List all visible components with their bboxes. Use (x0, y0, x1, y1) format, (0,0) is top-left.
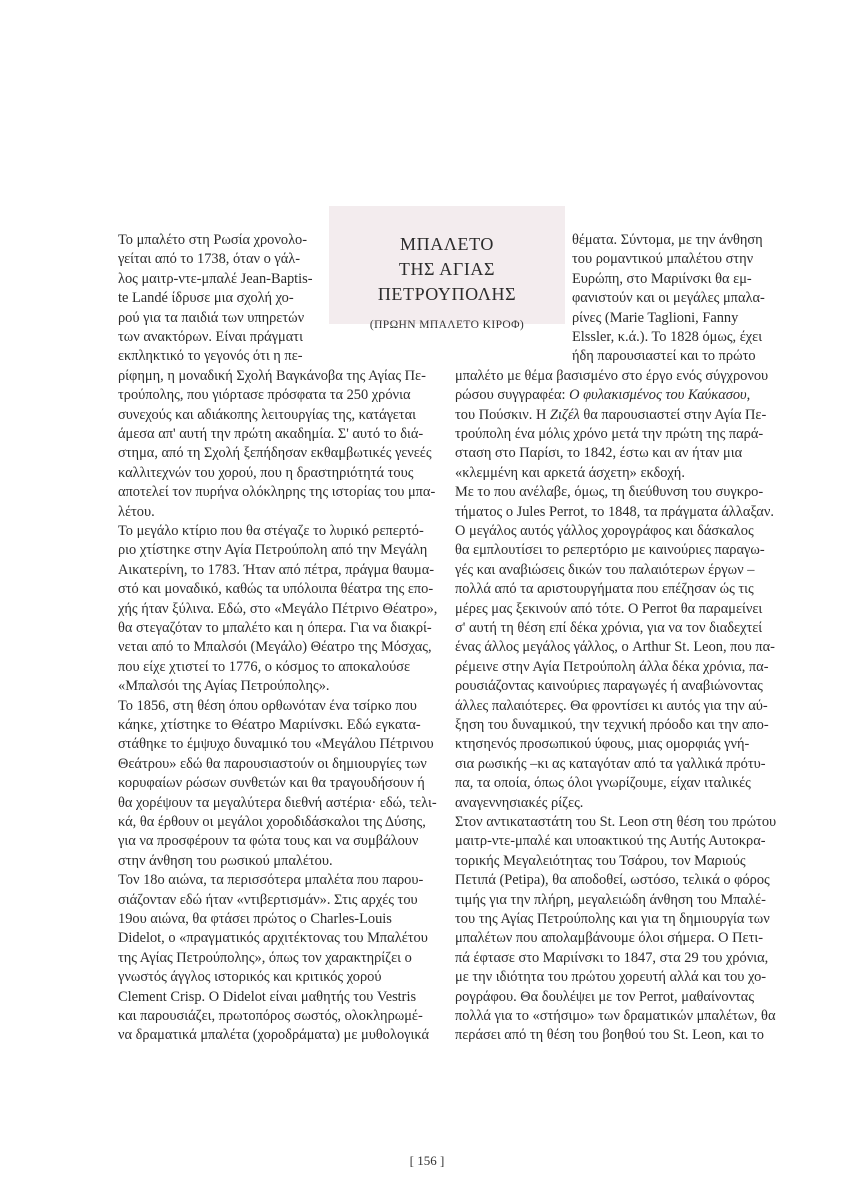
left-line: 19ου αιώνα, θα φτάσει πρώτος ο Charles-Louis (118, 911, 392, 927)
left-line: της Αγίας Πετρούπολης», όπως τον χαρακτηρίζει ο (118, 949, 412, 966)
left-line: Didelot, ο «πραγματικός αρχιτέκτονας του Μπαλέτου (118, 930, 428, 947)
right-line: μαιτρ-ντε-μπαλέ και υποακτικού της Αυτής Αυτοκρα- (455, 833, 766, 850)
right-line: κτησηενός προσωπικού ύφους, μιας ομορφιάς γνή- (455, 736, 750, 753)
right-line (455, 406, 766, 424)
article-subtitle: (ΠΡΩΗΝ ΜΠΑΛΕΤΟ ΚΙΡΟΦ) (369, 319, 525, 331)
left-line: κορυφαίων ρώσων συνθετών και θα τραγουδήσουν ή (118, 775, 425, 792)
right-line: άλλες παλαιότερες. Θα φροντίσει κι αυτός για την αύ- (455, 697, 768, 714)
right-line: μπαλέτο με θέμα βασισμένο στο έργο ενός σύγχρονου (455, 367, 769, 384)
left-line: Το μπαλέτο στη Ρωσία χρονολο- (118, 232, 308, 248)
right-line: Στον αντικαταστάτη του St. Leon στη θέση του πρώτου (455, 814, 777, 830)
left-line: στην άνθηση του ρωσικού μπαλέτου. (118, 852, 333, 869)
left-line: κά, θα έρθουν οι μεγάλοι χοροδιδάσκαλοι της Δύσης, (118, 814, 426, 830)
left-line: λέτου. (118, 503, 155, 520)
left-line: άμεσα απ' αυτή την πρώτη ακαδημία. Σ' αυτό το διά- (118, 426, 424, 442)
article-title-line-1: ΜΠΑΛΕΤΟ (400, 234, 494, 254)
left-line: συνεχούς και αδιάκοπης λειτουργίας της, κατάγεται (118, 406, 416, 423)
left-line: ριο χτίστηκε στην Αγία Πετρούπολη από την Μεγάλη (118, 542, 428, 559)
left-line: te Landé ίδρυσε μια σχολή χο- (118, 290, 294, 307)
right-line: περάσει από τη θέση του βοηθού του St. Leon, και το (455, 1027, 764, 1044)
right-line: σταση στο Παρίσι, το 1842, έστω και αν ήταν μια (455, 445, 743, 462)
article-title-box (329, 206, 565, 331)
left-line: Clement Crisp. Ο Didelot είναι μαθητής του Vestris (118, 988, 417, 1005)
right-line: ένας άλλος μεγάλος γάλλος, ο Arthur St. Leon, που πα- (455, 639, 775, 656)
left-line: αποτελεί τον πυρήνα ολόκληρης της ιστορίας του μπα- (118, 484, 436, 501)
left-line: σιάζονταν εδώ ήταν «ντιβερτισμάν». Στις αρχές του (118, 891, 418, 908)
right-line: τρούπολη ένα μόλις χρόνο μετά την πρώτη της παρά- (455, 426, 764, 442)
left-line: θα χορέψουν τα μεγαλύτερα διεθνή αστέρια· εδώ, τελι- (118, 794, 437, 811)
right-line: Με το που ανέλαβε, όμως, τη διεύθυνση του συγκρο- (455, 484, 764, 501)
left-line: Θεάτρου» εδώ θα παρουσιαστούν οι δημιουργίες των (118, 755, 427, 772)
left-line: να δραματικά μπαλέτα (χοροδράματα) με μυθολογικά (118, 1027, 430, 1044)
right-line: μπαλέτων που απολαμβάνουμε όλοι σήμερα. Ο Πετι- (455, 930, 764, 947)
right-line: πά έφτασε στο Μαριίνσκι το 1847, στα 29 του χρόνια, (455, 949, 769, 966)
left-line: Αικατερίνη, το 1783. Ήταν από πέτρα, πράγμα θαυμα- (118, 561, 435, 578)
right-line: ρέμεινε στην Αγία Πετρούπολη άλλα δέκα χρόνια, πα- (455, 658, 769, 675)
right-line: με την ιδιότητα του πρώτου χορευτή αλλά και του χο- (455, 969, 767, 986)
left-line: Τον 18ο αιώνα, τα περισσότερα μπαλέτα που παρου- (118, 872, 424, 889)
right-line: τιμής για την πλήρη, μεγαλειώδη άνθηση του Μπαλέ- (455, 891, 766, 908)
right-line: του της Αγίας Πετρούπολης και για τη δημιουργία των (455, 911, 770, 927)
right-line-text: του Πούσκιν. Η (455, 406, 550, 423)
right-line: ρουσιάζοντας καινούριες παραγωγές ή αναβιώνοντας (455, 678, 763, 695)
left-line: ρίφημη, η μοναδική Σχολή Βαγκάνοβα της Αγίας Πε- (118, 367, 426, 384)
right-line: θα εμπλουτίσει το ρεπερτόριο με καινούριες παραγω- (455, 542, 765, 559)
left-line: θα στεγαζόταν το μπαλέτο και η όπερα. Για να διακρί- (118, 620, 432, 636)
right-top-line: ήδη παρουσιαστεί και το πρώτο (572, 348, 756, 365)
left-line: των ανακτόρων. Είναι πράγματι (118, 329, 303, 345)
right-line: Πετιπά (Petipa), θα αποδοθεί, ωστόσο, τελικά ο φόρος (455, 872, 770, 889)
left-line: εκπληκτικό το γεγονός ότι η πε- (118, 348, 303, 365)
right-line: μέρες μας ξεκινούν από τότε. Ο Perrot θα παραμείνει (455, 600, 763, 617)
right-line: γές και αναβιώσεις δικών του παλαιότερων έργων – (455, 561, 755, 578)
right-line: «κλεμμένη και αρκετά άσχετη» εκδοχή. (455, 464, 685, 481)
right-line: ξηση του δυναμικού, την τεχνική πρόοδο και την απο- (455, 717, 769, 733)
left-line: τρούπολης, που γιόρτασε πρόσφατα τα 250 χρόνια (118, 387, 411, 404)
right-line: σια ρωσικής –κι ας καταγόταν από τα γαλλικά πρότυ- (455, 755, 766, 772)
right-line: σ' αυτή τη θέση επί δέκα χρόνια, για να τον διαδεχτεί (455, 620, 763, 636)
work-title-giselle: Ζιζέλ (550, 406, 580, 423)
left-line: στό και μοναδικό, καθώς τα υπόλοιπα θέατρα της επο- (118, 581, 434, 598)
left-line: που είχε χτιστεί το 1776, ο κόσμος το αποκαλούσε (118, 658, 411, 675)
article-title-line-2: ΤΗΣ ΑΓΙΑΣ ΠΕΤΡΟΥΠΟΛΗΣ (377, 259, 517, 304)
left-line: στημα, από τη Σχολή ξεπήδησαν εκθαμβωτικές γενεές (118, 445, 432, 462)
left-line: για να προσφέρουν τα φώτα τους και να συμβάλουν (118, 833, 419, 850)
left-line: γείται από το 1738, όταν ο γάλ- (118, 251, 301, 268)
left-line: λος μαιτρ-ντε-μπαλέ Jean-Baptis- (118, 270, 313, 287)
left-line: Το μεγάλο κτίριο που θα στέγαζε το λυρικό ρεπερτό- (118, 523, 424, 539)
left-line: στάθηκε το έμψυχο δυναμικό του «Μεγάλου Πέτρινου (118, 736, 434, 753)
work-title-caucasus: Ο φυλακισμένος του Καύκασου, (569, 387, 751, 404)
right-top-line: Ευρώπη, στο Μαριίνσκι θα εμ- (572, 270, 752, 287)
right-line (455, 386, 750, 404)
right-line: τήματος ο Jules Perrot, το 1848, τα πράγματα άλλαξαν. (455, 503, 774, 520)
left-line: κάηκε, χτίστηκε το Θέατρο Μαριίνσκι. Εδώ εγκατα- (118, 717, 421, 733)
right-line: αναγεννησιακές ρίζες. (455, 794, 584, 811)
left-line: και παρουσιάζει, πρωτοπόρος σωστός, ολοκληρωμέ- (118, 1008, 423, 1024)
left-line: νεται από το Μπαλσόι (Μεγάλο) Θέατρο της Μόσχας, (118, 639, 432, 656)
page-number: [ 156 ] (409, 1153, 445, 1168)
left-line: καλλιτεχνών του χορού, που η δραστηριότητά τους (118, 464, 414, 481)
left-line: «Μπαλσόι της Αγίας Πετρούπολης». (118, 678, 330, 695)
left-line: Το 1856, στη θέση όπου ορθωνόταν ένα τσίρκο που (118, 697, 417, 714)
right-line: Ο μεγάλος αυτός γάλλος χορογράφος και δάσκαλος (455, 523, 754, 539)
right-top-line: ρίνες (Marie Taglioni, Fanny (572, 309, 739, 326)
right-top-line: Elssler, κ.ά.). Το 1828 όμως, έχει (572, 329, 763, 345)
right-line: τορικής Μεγαλειότητας του Τσάρου, τον Μαριούς (455, 852, 746, 869)
right-line: πα, τα οποία, όπως όλοι γνωρίζουμε, είχαν ιταλικές (455, 775, 751, 792)
right-top-line: του ρομαντικού μπαλέτου στην (572, 251, 754, 268)
left-line: γνωστός άγγλος ιστορικός και κριτικός χορού (118, 969, 382, 986)
right-top-line: φανιστούν και οι μεγάλες μπαλα- (572, 290, 765, 307)
right-line-text: ρώσου συγγραφέα: (455, 387, 570, 404)
right-top-line: θέματα. Σύντομα, με την άνθηση (572, 232, 763, 248)
right-line: ρογράφου. Θα δουλέψει με τον Perrot, μαθαίνοντας (455, 988, 755, 1005)
left-line: ρού για τα παιδιά των υπηρετών (118, 309, 305, 326)
left-line: χής ήταν ξύλινα. Εδώ, στο «Μεγάλο Πέτρινο Θέατρο», (118, 600, 438, 617)
right-line-text: θα παρουσιαστεί στην Αγία Πε- (579, 406, 767, 423)
right-line: πολλά από τα αριστουργήματα που επέζησαν ώς τις (455, 581, 754, 598)
right-line: πολλά για το «στήσιμο» των δραματικών μπαλέτων, θα (455, 1008, 776, 1024)
